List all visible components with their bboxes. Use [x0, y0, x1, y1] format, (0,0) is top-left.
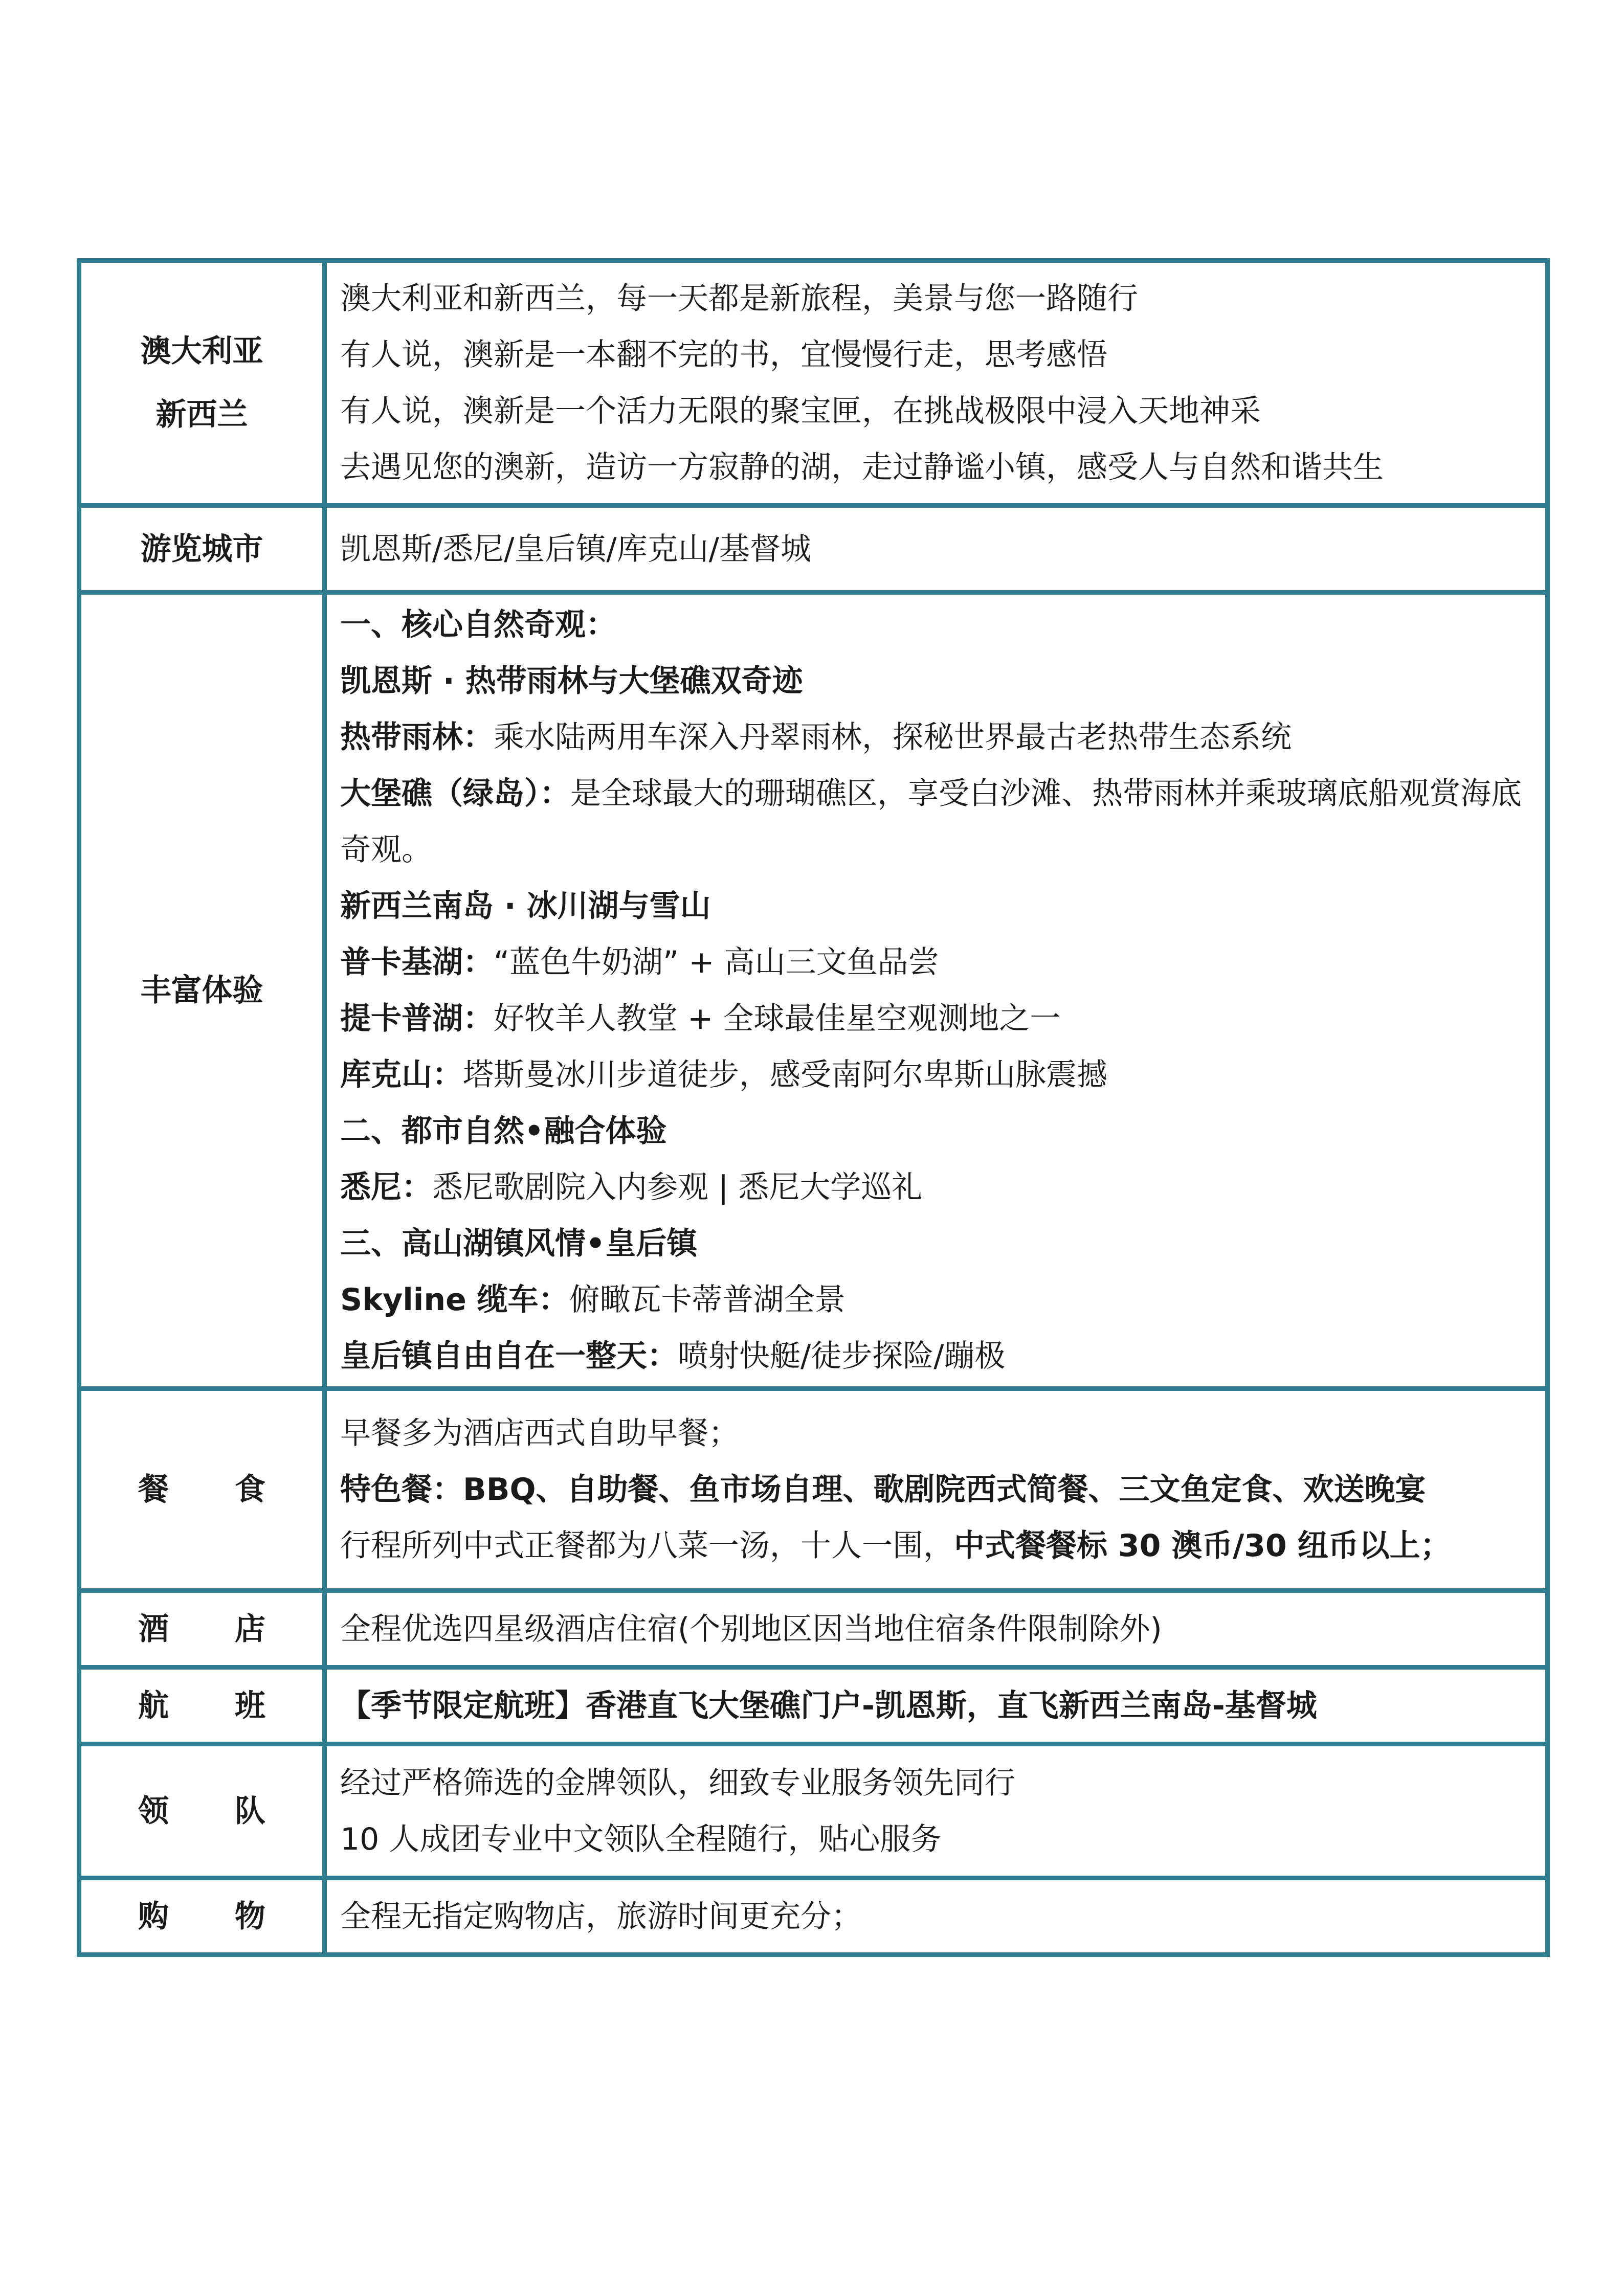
cities-content [327, 508, 1545, 590]
rainforest-key: 热带雨林： [340, 719, 494, 755]
intro-line: 澳大利亚和新西兰，每一天都是新旅程，美景与您一路随行 [340, 281, 1138, 317]
reef-key: 大堡礁（绿岛）： [340, 776, 570, 812]
hotel-content [327, 1593, 1545, 1665]
experience-rainforest [340, 709, 1545, 766]
subheading-cairns: 凯恩斯 · 热带雨林与大堡礁双奇迹 [340, 663, 803, 699]
meals-specials: 特色餐：BBQ、自助餐、鱼市场自理、歌剧院西式简餐、三文鱼定食、欢送晚宴 [340, 1472, 1426, 1507]
row-label-cities: 游览城市 [81, 508, 327, 590]
experience-sydney [340, 1159, 1545, 1215]
row-label-experience: 丰富体验 [81, 595, 327, 1386]
row-label-leader: 领 队 [81, 1746, 327, 1876]
row-cities [81, 503, 1545, 590]
row-label-meals: 餐 食 [81, 1391, 327, 1588]
rainforest-value: 乘水陆两用车深入丹翠雨林，探秘世界最古老热带生态系统 [494, 719, 1292, 755]
pukaki-value: “蓝色牛奶湖” + 高山三文鱼品尝 [494, 944, 939, 980]
sydney-value: 悉尼歌剧院入内参观 | 悉尼大学巡礼 [432, 1169, 923, 1205]
experience-tekapo [340, 991, 1545, 1047]
queenstown-value: 喷射快艇/徒步探险/蹦极 [678, 1338, 1006, 1374]
hotel-text: 全程优选四星级酒店住宿(个别地区因当地住宿条件限制除外) [340, 1611, 1162, 1647]
row-label-hotel: 酒 店 [81, 1593, 327, 1665]
row-experience [81, 590, 1545, 1386]
tekapo-key: 提卡普湖： [340, 1001, 494, 1037]
flight-content [327, 1670, 1545, 1742]
row-label-flight: 航 班 [81, 1670, 327, 1742]
row-intro [81, 263, 1545, 503]
intro-line: 有人说，澳新是一个活力无限的聚宝匣，在挑战极限中浸入天地神采 [340, 393, 1261, 429]
label-new-zealand: 新西兰 [155, 397, 248, 433]
row-meals [81, 1386, 1545, 1588]
experience-skyline [340, 1272, 1545, 1328]
leader-line: 经过严格筛选的金牌领队，细致专业服务领先同行 [340, 1765, 1015, 1801]
meals-breakfast: 早餐多为酒店西式自助早餐； [340, 1415, 739, 1451]
meals-chinese-text: 行程所列中式正餐都为八菜一汤，十人一围， [340, 1528, 954, 1564]
meals-standard: 中式餐餐标 30 澳币/30 纽币以上； [954, 1528, 1451, 1564]
subheading-south-island: 新西兰南岛 · 冰川湖与雪山 [340, 888, 711, 924]
experience-mt-cook [340, 1047, 1545, 1103]
cook-key: 库克山： [340, 1057, 463, 1093]
intro-content [327, 263, 1545, 503]
queenstown-key: 皇后镇自由自在一整天： [340, 1338, 678, 1374]
row-shopping [81, 1876, 1545, 1952]
section-heading-3: 三、高山湖镇风情•皇后镇 [340, 1226, 698, 1262]
pukaki-key: 普卡基湖： [340, 944, 494, 980]
label-australia: 澳大利亚 [140, 333, 263, 369]
meals-chinese [340, 1518, 1545, 1574]
cook-value: 塔斯曼冰川步道徒步，感受南阿尔卑斯山脉震撼 [463, 1057, 1107, 1093]
shopping-content [327, 1880, 1545, 1952]
row-hotel [81, 1588, 1545, 1665]
row-label-shopping: 购 物 [81, 1880, 327, 1952]
itinerary-table [77, 258, 1550, 1957]
tekapo-value: 好牧羊人教堂 + 全球最佳星空观测地之一 [494, 1001, 1061, 1037]
row-leader [81, 1742, 1545, 1876]
section-heading-2: 二、都市自然•融合体验 [340, 1113, 667, 1149]
shopping-text: 全程无指定购物店，旅游时间更充分； [340, 1898, 862, 1934]
skyline-value: 俯瞰瓦卡蒂普湖全景 [569, 1282, 846, 1318]
section-heading-1: 一、核心自然奇观： [340, 607, 616, 643]
cities-text: 凯恩斯/悉尼/皇后镇/库克山/基督城 [340, 531, 811, 567]
experience-reef [340, 766, 1545, 878]
row-flight [81, 1665, 1545, 1742]
experience-content [327, 595, 1545, 1386]
leader-line: 10 人成团专业中文领队全程随行，贴心服务 [340, 1821, 942, 1857]
flight-text: 【季节限定航班】香港直飞大堡礁门户-凯恩斯，直飞新西兰南岛-基督城 [340, 1687, 1317, 1724]
experience-queenstown [340, 1328, 1545, 1384]
intro-line: 有人说，澳新是一本翻不完的书，宜慢慢行走，思考感悟 [340, 337, 1107, 373]
intro-line: 去遇见您的澳新，造访一方寂静的湖，走过静谧小镇，感受人与自然和谐共生 [340, 449, 1384, 485]
leader-content [327, 1746, 1545, 1876]
experience-pukaki [340, 934, 1545, 991]
reef-value: 是全球最大的珊瑚礁区，享受白沙滩、热带雨林并乘玻璃底船观赏海底奇观。 [340, 776, 1522, 868]
sydney-key: 悉尼： [340, 1169, 432, 1205]
skyline-key: Skyline 缆车： [340, 1282, 569, 1318]
meals-content [327, 1391, 1545, 1588]
row-label-destination [81, 263, 327, 503]
